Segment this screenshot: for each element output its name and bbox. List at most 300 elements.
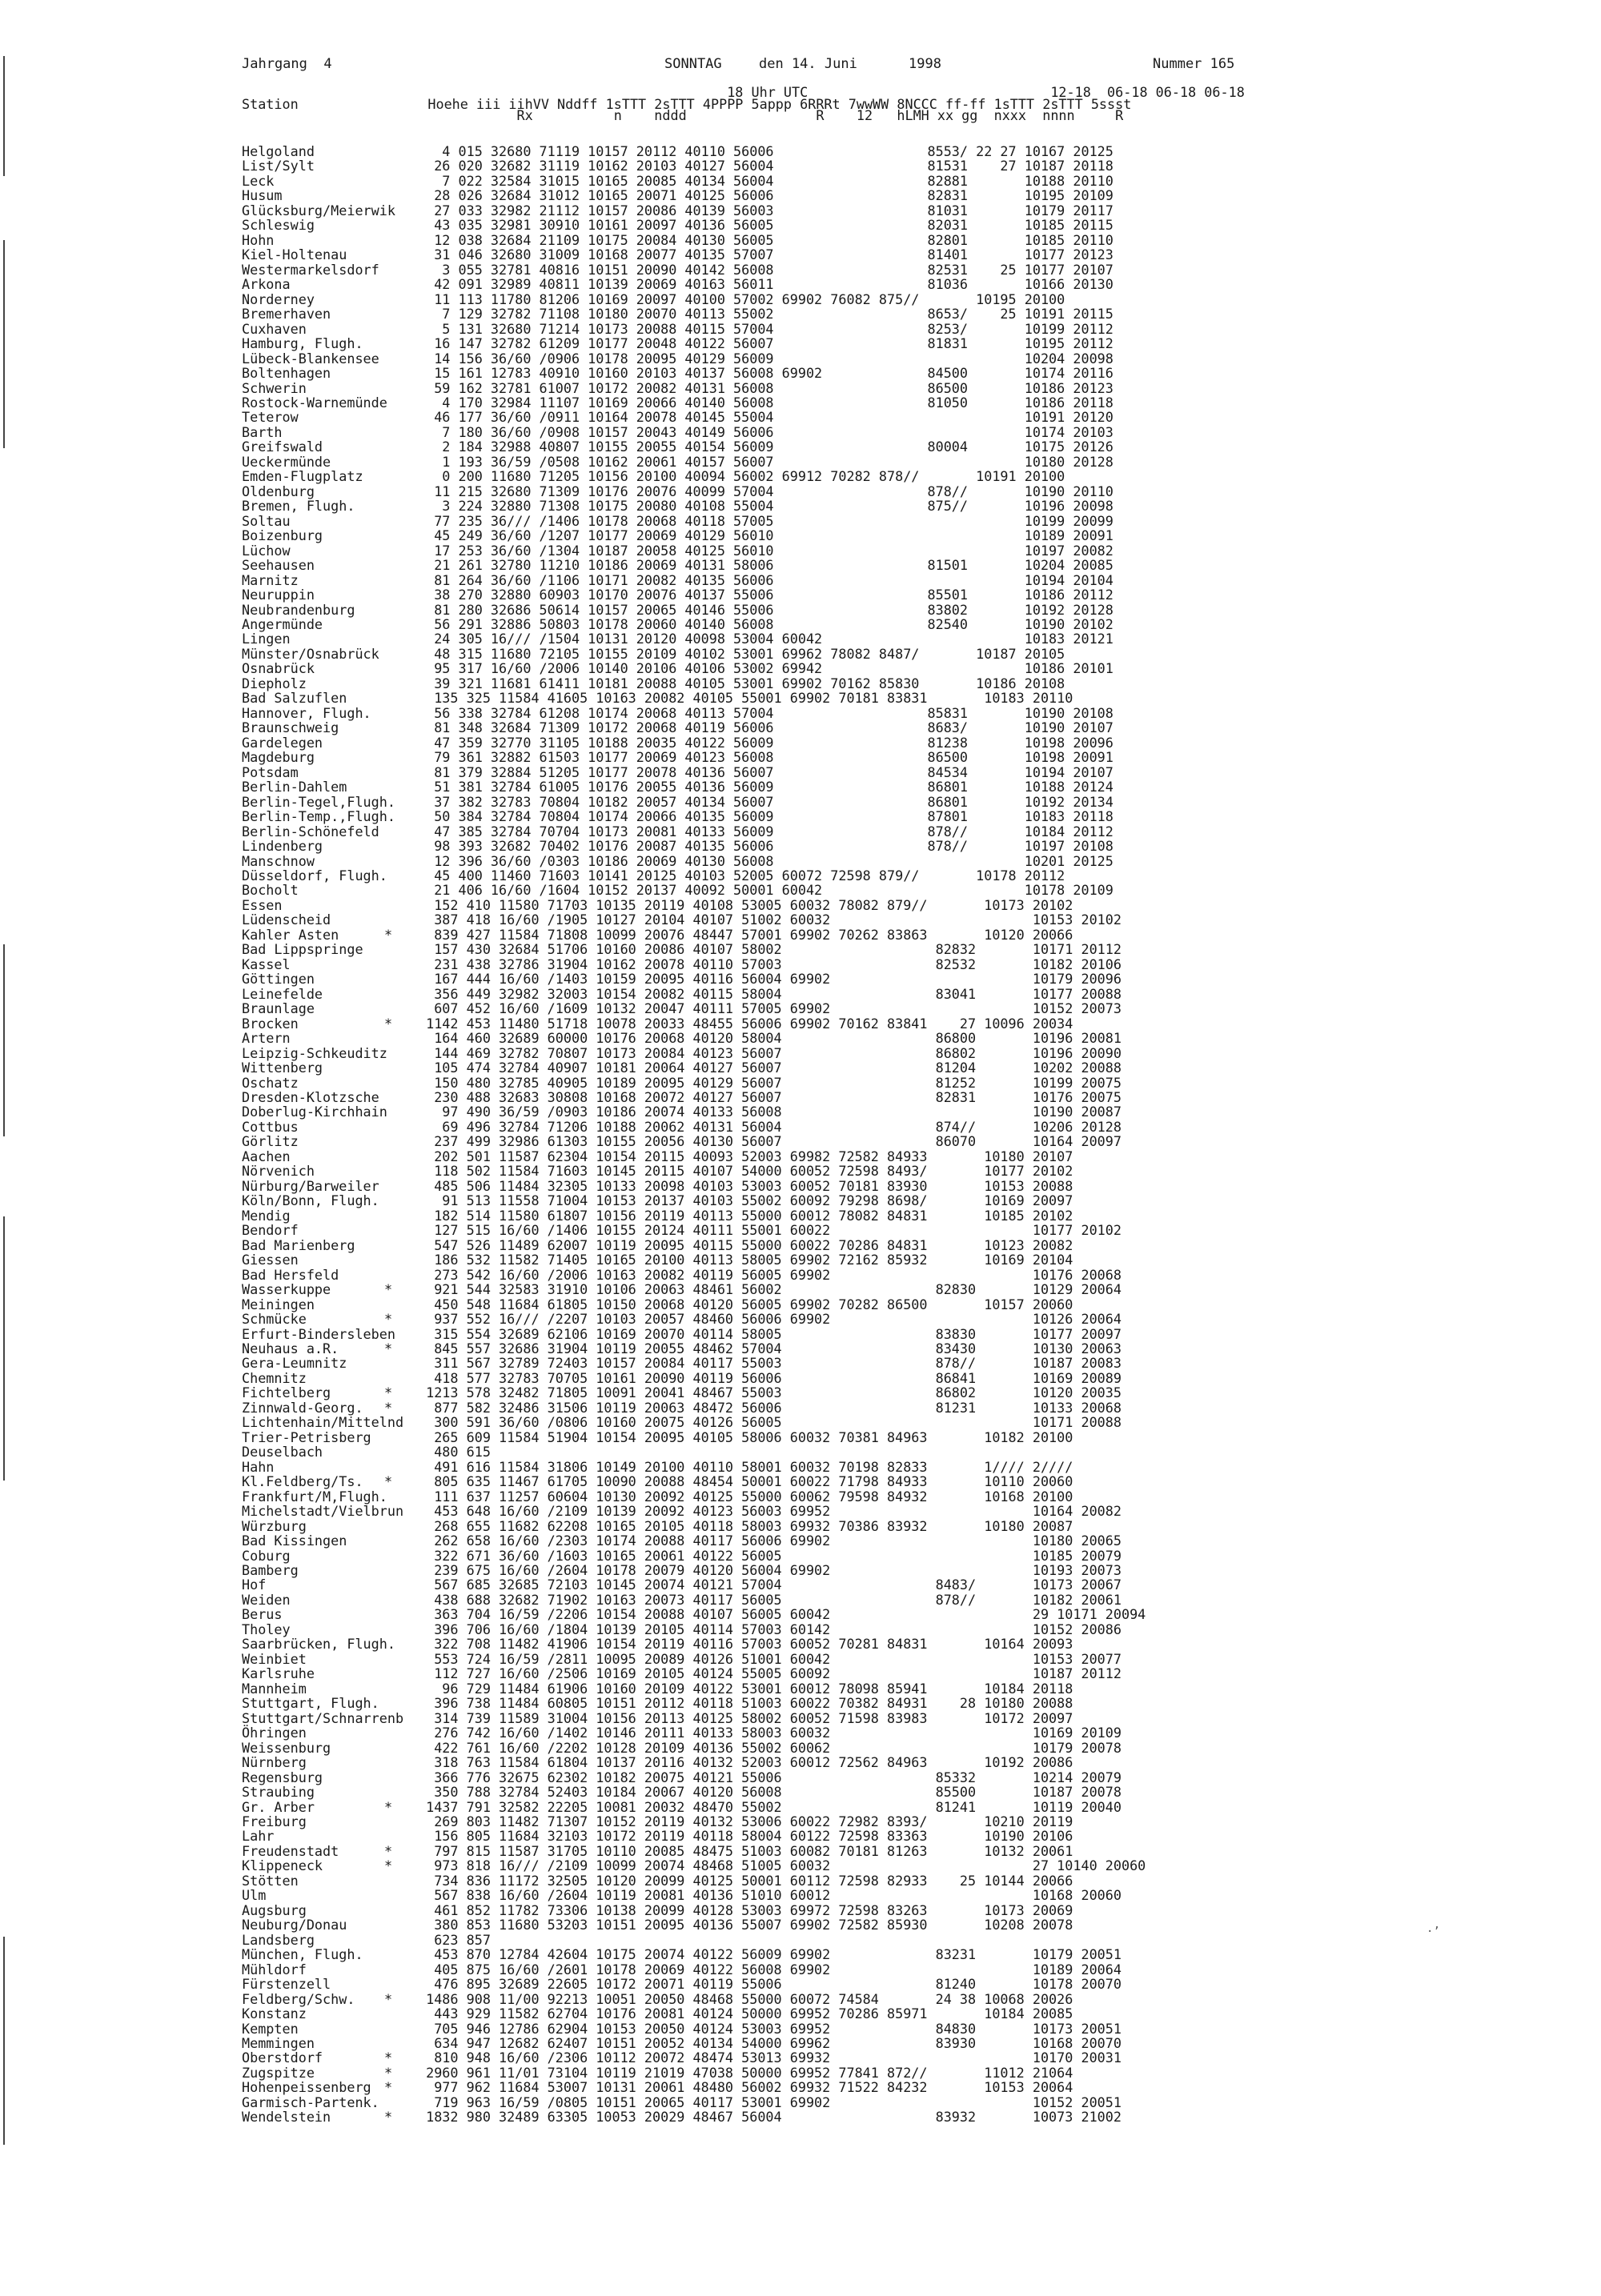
station-name: Essen [242,896,283,913]
mountain-marker: * [384,1842,393,1859]
observation-data: 50 384 32784 70804 10174 20066 40135 56009 87801 10183 20118 [418,808,1113,825]
table-row [242,1622,1426,1637]
table-row [242,1460,1426,1474]
observation-data: 182 514 11580 61807 10156 20119 40113 55000 60012 78082 84831 10185 20102 [418,1207,1073,1224]
table-row [242,1179,1426,1193]
table-row [242,824,1426,839]
station-name: Oschatz [242,1074,299,1091]
station-name: Fichtelberg [242,1384,331,1401]
table-row [242,292,1426,307]
table-row [242,957,1426,972]
station-name: Barth [242,423,283,440]
observation-data: 1832 980 32489 63305 10053 20029 48467 56004 83932 10073 21002 [418,2109,1122,2126]
station-name: Erfurt-Bindersleben [242,1325,395,1342]
table-row [242,1933,1426,1947]
observation-data: 47 359 32770 31105 10188 20035 40122 56009 81238 10198 20096 [418,734,1113,751]
observation-data: 3 224 32880 71308 10175 20080 40108 55004 875// 10196 20098 [418,498,1113,515]
station-name: Wasserkuppe [242,1281,331,1298]
station-name: Öhringen [242,1725,307,1741]
station-name: Helgoland [242,143,315,159]
station-name: Neubrandenburg [242,601,355,618]
station-name: Ulm [242,1887,267,1904]
observation-data: 157 430 32684 51706 10160 20086 40107 58002 82832 10171 20112 [418,941,1122,958]
column-header [242,86,1245,122]
table-row [242,2036,1426,2050]
table-row [242,912,1426,927]
observation-data: 17 253 36/60 /1304 10187 20058 40125 56010 10197 20082 [418,542,1113,559]
table-row [242,1268,1426,1282]
table-row [242,1873,1426,1888]
observation-data: 453 648 16/60 /2109 10139 20092 40123 56003 69952 10164 20082 [418,1503,1122,1520]
table-row [242,1474,1426,1489]
table-row [242,366,1426,380]
station-name: Berlin-Dahlem [242,779,347,795]
table-row [242,514,1426,528]
observation-data: 112 727 16/60 /2506 10169 20105 40124 55005 60092 10187 20112 [418,1665,1122,1682]
table-row [242,1962,1426,1977]
observation-data: 363 704 16/59 /2206 10154 20088 40107 56005 60042 29 10171 20094 [418,1606,1146,1623]
table-row [242,1327,1426,1341]
table-row [242,928,1426,942]
observation-data: 28 026 32684 31012 10165 20071 40125 56006 82831 10195 20109 [418,187,1113,204]
station-name: Würzburg [242,1517,307,1534]
observation-data: 476 895 32689 22605 10172 20071 40119 55006 81240 10178 20070 [418,1976,1122,1993]
station-name: Giessen [242,1252,299,1268]
observation-data: 485 506 11484 32305 10133 20098 40103 53003 60052 70181 83930 10153 20088 [418,1177,1073,1194]
station-name: Bendorf [242,1222,299,1239]
observation-data: 231 438 32786 31904 10162 20078 40110 57003 82532 10182 20106 [418,956,1122,972]
table-row [242,1504,1426,1518]
table-row [242,1903,1426,1917]
table-row [242,1001,1426,1016]
table-row [242,1725,1426,1740]
observation-data: 11 215 32680 71309 10176 20076 40099 57004 878// 10190 20110 [418,483,1113,499]
station-name: Augsburg [242,1901,307,1918]
table-row [242,1888,1426,1902]
station-name: Leipzig-Schkeuditz [242,1044,387,1061]
station-name: Görlitz [242,1133,299,1150]
observation-data: 269 803 11482 71307 10152 20119 40132 53006 60022 72982 8393/ 10210 20119 [418,1813,1073,1829]
observation-data: 21 261 32780 11210 10186 20069 40131 58006 81501 10204 20085 [418,557,1113,574]
observation-data: 11 113 11780 81206 10169 20097 40100 57002 69902 76082 875// 10195 20100 [418,291,1065,307]
table-row [242,425,1426,439]
station-name: Berus [242,1606,283,1623]
table-row [242,1681,1426,1696]
station-name: Landsberg [242,1931,315,1948]
table-row [242,2050,1426,2065]
station-name: Schwerin [242,379,307,396]
table-row [242,779,1426,794]
station-name: Gera-Leumnitz [242,1355,347,1372]
table-row [242,2006,1426,2021]
mountain-marker: * [384,926,393,943]
table-row [242,1164,1426,1178]
table-row [242,2095,1426,2110]
observation-data: 26 020 32682 31119 10162 20103 40127 56004 81531 27 10187 20118 [418,158,1113,174]
observation-data: 450 548 11684 61805 10150 20068 40120 56005 69902 70282 86500 10157 20060 [418,1296,1073,1312]
table-row [242,1593,1426,1607]
station-name: Hohn [242,231,275,248]
table-row [242,1917,1426,1932]
table-row [242,987,1426,1001]
station-name: Münster/Osnabrück [242,645,379,662]
station-name: Meiningen [242,1296,315,1312]
observation-data: 7 129 32782 71108 10180 20070 40113 55002 8653/ 25 10191 20115 [418,306,1113,323]
observation-data: 2 184 32988 40807 10155 20055 40154 56009 80004 10175 20126 [418,439,1113,455]
station-name: Berlin-Schönefeld [242,823,379,839]
table-row [242,455,1426,469]
table-row [242,499,1426,513]
table-row [242,1637,1426,1651]
station-name: Braunschweig [242,719,339,736]
table-row [242,1800,1426,1814]
table-row [242,336,1426,351]
column-header-line-2: Station Hoehe iii iihVV Nddff 1sTTT 2sTTT 4PPPP 5appp 6RRRt 7wwWW 8NCCC ff-ff 1sTTT 2sTTT 5ssst [242,95,1132,112]
station-name: Greifswald [242,439,323,455]
observation-data: 31 046 32680 31009 10168 20077 40135 57007 81401 10177 20123 [418,246,1113,263]
station-name: Kl.Feldberg/Ts. [242,1473,363,1490]
observation-data: 135 325 11584 41605 10163 20082 40105 55001 69902 70181 83831 10183 20110 [418,690,1073,707]
station-name: Saarbrücken, Flugh. [242,1636,395,1653]
observation-data: 164 460 32689 60000 10176 20068 40120 58004 86800 10196 20081 [418,1030,1122,1047]
observation-data: 43 035 32981 30910 10161 20097 40136 56005 82031 10185 20115 [418,217,1113,234]
station-name: Hamburg, Flugh. [242,335,363,352]
station-name: Klippeneck [242,1857,323,1874]
observation-data: 418 577 32783 70705 10161 20090 40119 56006 86841 10169 20089 [418,1369,1122,1386]
station-name: Düsseldorf, Flugh. [242,867,387,884]
station-name: Seehausen [242,557,315,574]
observation-data: 16 147 32782 61209 10177 20048 40122 56007 81831 10195 20112 [418,335,1113,352]
table-row [242,1076,1426,1090]
observation-data: 461 852 11782 73306 10138 20099 40128 53003 69972 72598 83263 10173 20069 [418,1901,1073,1918]
station-name: Hof [242,1577,267,1593]
station-name: Weiden [242,1591,291,1608]
table-row [242,1696,1426,1710]
table-row [242,277,1426,291]
observation-data: 405 875 16/60 /2601 10178 20069 40122 56008 69902 10189 20064 [418,1961,1122,1977]
station-name: Stötten [242,1872,299,1889]
observation-data: 237 499 32986 61303 10155 20056 40130 56007 86070 10164 20097 [418,1133,1122,1150]
table-row [242,528,1426,543]
table-row [242,1549,1426,1563]
observation-data: 396 738 11484 60805 10151 20112 40118 51003 60022 70382 84931 28 10180 20088 [418,1695,1073,1712]
table-row [242,203,1426,218]
observation-data: 81 379 32884 51205 10177 20078 40136 56007 84534 10194 20107 [418,763,1113,780]
station-name: Gr. Arber [242,1798,315,1815]
observation-data: 186 532 11582 71405 10165 20100 40113 58005 69902 72162 85932 10169 20104 [418,1252,1073,1268]
observation-data: 480 615 [418,1444,491,1461]
station-name: Neuburg/Donau [242,1917,347,1933]
observation-data: 1486 908 11/00 92213 10051 20050 48468 55000 60072 74584 24 38 10068 20026 [418,1990,1073,2007]
table-row [242,1016,1426,1031]
table-row [242,144,1426,158]
observation-data: 81 348 32684 71309 10172 20068 40119 56006 8683/ 10190 20107 [418,719,1113,736]
station-name: Diepholz [242,675,307,691]
table-row [242,839,1426,853]
table-row [242,1519,1426,1533]
mountain-marker: * [384,1281,393,1298]
station-name: Leck [242,172,275,189]
station-name: Wendelstein [242,2109,331,2126]
table-row [242,647,1426,661]
table-row [242,1415,1426,1429]
table-row [242,1371,1426,1385]
station-name: Teterow [242,409,299,426]
binder-line-lower [3,1216,5,1481]
mountain-marker: * [384,2109,393,2126]
table-row [242,1252,1426,1267]
table-row [242,1814,1426,1829]
observation-data: 268 655 11682 62208 10165 20105 40118 58003 69932 70386 83932 10180 20087 [418,1517,1073,1534]
observation-data: 127 515 16/60 /1406 10155 20124 40111 55001 60022 10177 20102 [418,1222,1122,1239]
station-name: Oldenburg [242,483,315,499]
table-row [242,1104,1426,1119]
table-row [242,868,1426,883]
observation-data: 797 815 11587 31705 10110 20085 48475 51003 60082 70181 81263 10132 20061 [418,1842,1073,1859]
observation-data: 734 836 11172 32505 10120 20099 40125 50001 60112 72598 82933 25 10144 20066 [418,1872,1073,1889]
table-row [242,603,1426,617]
binder-line-bottom [3,1937,5,2145]
observation-data: 47 385 32784 70704 10173 20081 40133 56009 878// 10184 20112 [418,823,1113,839]
station-name: Lingen [242,631,291,647]
station-name: Kiel-Holtenau [242,246,347,263]
station-name: Gardelegen [242,734,323,751]
observation-data: 7 022 32584 31015 10165 20085 40134 56004 82881 10188 20110 [418,172,1113,189]
observation-data: 937 552 16/// /2207 10103 20057 48460 56006 69902 10126 20064 [418,1311,1122,1328]
observation-data: 230 488 32683 30808 10168 20072 40127 56007 82831 10176 20075 [418,1089,1122,1105]
table-row [242,1193,1426,1208]
observation-data: 921 544 32583 31910 10106 20063 48461 56002 82830 10129 20064 [418,1281,1122,1298]
table-row [242,1282,1426,1296]
observation-data: 276 742 16/60 /1402 10146 20111 40133 58003 60032 10169 20109 [418,1725,1122,1741]
table-row [242,1711,1426,1725]
observation-data: 77 235 36/// /1406 10178 20068 40118 57005 10199 20099 [418,512,1113,529]
station-name: Hahn [242,1458,275,1475]
station-name: Mannheim [242,1680,307,1697]
station-name: Konstanz [242,2005,307,2022]
station-name: Mühldorf [242,1961,307,1977]
table-row [242,307,1426,321]
observation-data: 144 469 32782 70807 10173 20084 40123 56007 86802 10196 20090 [418,1044,1122,1061]
table-row [242,1046,1426,1060]
observation-data: 56 291 32886 50803 10178 20060 40140 56008 82540 10190 20102 [418,616,1113,632]
table-row [242,1134,1426,1148]
station-name: Boizenburg [242,527,323,544]
table-row [242,765,1426,779]
issue-number: Nummer 165 [1153,56,1235,72]
station-name: Michelstadt/Vielbrun [242,1503,404,1520]
observation-data: 607 452 16/60 /1609 10132 20047 40111 57005 69902 10152 20073 [418,1000,1122,1017]
station-name: Bad Lippspringe [242,941,363,958]
mountain-marker: * [384,2079,393,2096]
weekday-label: SONNTAG [664,56,722,72]
observation-data: 387 418 16/60 /1905 10127 20104 40107 51002 60032 10153 20102 [418,912,1122,928]
table-row [242,247,1426,262]
observation-data: 167 444 16/60 /1403 10159 20095 40116 56004 69902 10179 20096 [418,971,1122,988]
table-row [242,1992,1426,2006]
observation-data: 877 582 32486 31506 10119 20063 48472 56006 81231 10133 20068 [418,1399,1122,1416]
observation-data: 300 591 36/60 /0806 10160 20075 40126 56005 10171 20088 [418,1414,1122,1431]
observation-data: 366 776 32675 62302 10182 20075 40121 55006 85332 10214 20079 [418,1769,1122,1785]
observation-data: 705 946 12786 62904 10153 20050 40124 53003 69952 84830 10173 20051 [418,2020,1122,2037]
observation-data: 322 671 36/60 /1603 10165 20061 40122 56005 10185 20079 [418,1547,1122,1564]
table-row [242,2080,1426,2094]
observation-data: 48 315 11680 72105 10155 20109 40102 53001 69962 78082 8487/ 10187 20105 [418,645,1065,662]
observation-data: 37 382 32783 70804 10182 20057 40134 56007 86801 10192 20134 [418,793,1113,810]
observation-data: 14 156 36/60 /0906 10178 20095 40129 56009 10204 20098 [418,350,1113,367]
table-row [242,2066,1426,2080]
station-name: Tholey [242,1621,291,1637]
station-name: Bocholt [242,882,299,899]
table-row [242,484,1426,499]
station-name: Braunlage [242,1000,315,1017]
observation-data: 634 947 12682 62407 10151 20052 40134 54000 69962 83930 10168 20070 [418,2035,1122,2051]
mountain-marker: * [384,1384,393,1401]
observation-data: 0 200 11680 71205 10156 20100 40094 56002 69912 70282 878// 10191 20100 [418,468,1065,485]
table-row [242,1430,1426,1445]
station-name: Regensburg [242,1769,323,1785]
station-name: Zinnwald-Georg. [242,1399,363,1416]
observation-data: 202 501 11587 62304 10154 20115 40093 52003 69982 72582 84933 10180 20107 [418,1148,1073,1164]
station-name: Deuselbach [242,1444,323,1461]
station-name: Chemnitz [242,1369,307,1386]
station-name: Kempten [242,2020,299,2037]
observation-data: 973 818 16/// /2109 10099 20074 48468 51005 60032 27 10140 20060 [418,1857,1146,1874]
observation-data: 98 393 32682 70402 10176 20087 40135 56006 878// 10197 20108 [418,838,1113,855]
observation-data: 7 180 36/60 /0908 10157 20043 40149 56006 10174 20103 [418,423,1113,440]
table-row [242,1312,1426,1326]
table-row [242,1223,1426,1237]
observation-data: 805 635 11467 61705 10090 20088 48454 50001 60022 71798 84933 10110 20060 [418,1473,1073,1490]
observation-data: 150 480 32785 40905 10189 20095 40129 56007 81252 10199 20075 [418,1074,1122,1091]
table-row [242,1533,1426,1548]
observation-data: 156 805 11684 32103 10172 20119 40118 58004 60122 72598 83363 10190 20106 [418,1828,1073,1845]
station-name: Göttingen [242,971,315,988]
station-name: Potsdam [242,763,299,780]
station-name: Ueckermünde [242,453,331,470]
station-name: Bamberg [242,1562,299,1578]
station-name: Feldberg/Schw. [242,1990,355,2007]
observation-data: 45 249 36/60 /1207 10177 20069 40129 56010 10189 20091 [418,527,1113,544]
station-name: Oberstdorf [242,2050,323,2066]
observation-data: 567 685 32685 72103 10145 20074 40121 57004 8483/ 10173 20067 [418,1577,1122,1593]
observation-data: 1213 578 32482 71805 10091 20041 48467 55003 86802 10120 20035 [418,1384,1122,1401]
observation-data: 623 857 [418,1931,491,1948]
table-row [242,795,1426,809]
station-name: Soltau [242,512,291,529]
table-row [242,720,1426,735]
mountain-marker: * [384,1473,393,1490]
station-name: Trier-Petrisberg [242,1428,371,1445]
station-name: Neuruppin [242,587,315,603]
station-name: Arkona [242,276,291,293]
observation-data: 5 131 32680 71214 10173 20088 40115 57004 8253/ 10199 20112 [418,320,1113,337]
table-row [242,1208,1426,1223]
station-table [242,144,1426,2125]
observation-data: 845 557 32686 31904 10119 20055 48462 57004 83430 10130 20063 [418,1340,1122,1356]
observation-data: 265 609 11584 51904 10154 20095 40105 58006 60032 70381 84963 10182 20100 [418,1428,1073,1445]
mountain-marker: * [384,1798,393,1815]
station-name: Lüchow [242,542,291,559]
table-row [242,1341,1426,1356]
table-row [242,1400,1426,1415]
table-row [242,1149,1426,1164]
observation-data: 443 929 11582 62704 10176 20081 40124 50000 69952 70286 85971 10184 20085 [418,2005,1073,2022]
table-row [242,631,1426,646]
table-row [242,691,1426,705]
station-name: Kahler Asten [242,926,339,943]
station-name: Bad Marienberg [242,1236,355,1253]
station-name: Bremen, Flugh. [242,498,355,515]
table-row [242,1297,1426,1312]
observation-data: 239 675 16/60 /2604 10178 20079 40120 56004 69902 10193 20073 [418,1562,1122,1578]
observation-data: 315 554 32689 62106 10169 20070 40114 58005 83830 10177 20097 [418,1325,1122,1342]
station-name: Bad Hersfeld [242,1266,339,1283]
station-name: Nürnberg [242,1754,307,1771]
table-row [242,158,1426,173]
table-row [242,2022,1426,2036]
table-row [242,661,1426,675]
station-name: Lindenberg [242,838,323,855]
station-name: Magdeburg [242,749,315,766]
page-header [0,56,1601,77]
station-name: Frankfurt/M,Flugh. [242,1488,387,1505]
station-name: Artern [242,1030,291,1047]
table-row [242,351,1426,366]
binder-line-upper [3,240,5,448]
table-row [242,410,1426,424]
table-row [242,587,1426,602]
mountain-marker: * [384,1340,393,1356]
station-name: Hohenpeissenberg [242,2079,371,2096]
scan-speck: ·’ [1426,1925,1440,1938]
observation-data: 42 091 32989 40811 10139 20069 40163 56011 81036 10166 20130 [418,276,1113,293]
table-row [242,1060,1426,1075]
station-name: Lüdenscheid [242,912,331,928]
table-row [242,972,1426,986]
table-row [242,1829,1426,1843]
observation-data: 356 449 32982 32003 10154 20082 40115 58004 83041 10177 20088 [418,985,1122,1002]
observation-data: 438 688 32682 71902 10163 20073 40117 56005 878// 10182 20061 [418,1591,1122,1608]
observation-data: 839 427 11584 71808 10099 20076 48447 57001 69902 70262 83863 10120 20066 [418,926,1073,943]
station-name: Boltenhagen [242,365,331,382]
observation-data: 719 963 16/59 /0805 10151 20065 40117 53001 69902 10152 20051 [418,2094,1122,2110]
station-name: Manschnow [242,852,315,869]
station-name: Weissenburg [242,1739,331,1756]
station-name: Marnitz [242,571,299,588]
observation-data: 12 396 36/60 /0303 10186 20069 40130 56008 10201 20125 [418,852,1113,869]
station-name: Karlsruhe [242,1665,315,1682]
mountain-marker: * [384,2064,393,2081]
table-row [242,1120,1426,1134]
table-row [242,1090,1426,1104]
station-name: Stuttgart, Flugh. [242,1695,379,1712]
table-row [242,1977,1426,1991]
station-name: Leinefelde [242,985,323,1002]
table-row [242,1785,1426,1799]
station-name: Lübeck-Blankensee [242,350,379,367]
station-name: Freudenstadt [242,1842,339,1859]
observation-data: 45 400 11460 71603 10141 20125 40103 52005 60072 72598 879// 10178 20112 [418,867,1065,884]
station-name: München, Flugh. [242,1946,363,1963]
observation-data: 1 193 36/59 /0508 10162 20061 40157 56007 10180 20128 [418,453,1113,470]
table-row [242,854,1426,868]
observation-data: 39 321 11681 61411 10181 20088 40105 53001 69902 70162 85830 10186 20108 [418,675,1065,691]
station-name: Mendig [242,1207,291,1224]
observation-data: 396 706 16/60 /1804 10139 20105 40114 57003 60142 10152 20086 [418,1621,1122,1637]
station-name: Coburg [242,1547,291,1564]
station-name: List/Sylt [242,158,315,174]
